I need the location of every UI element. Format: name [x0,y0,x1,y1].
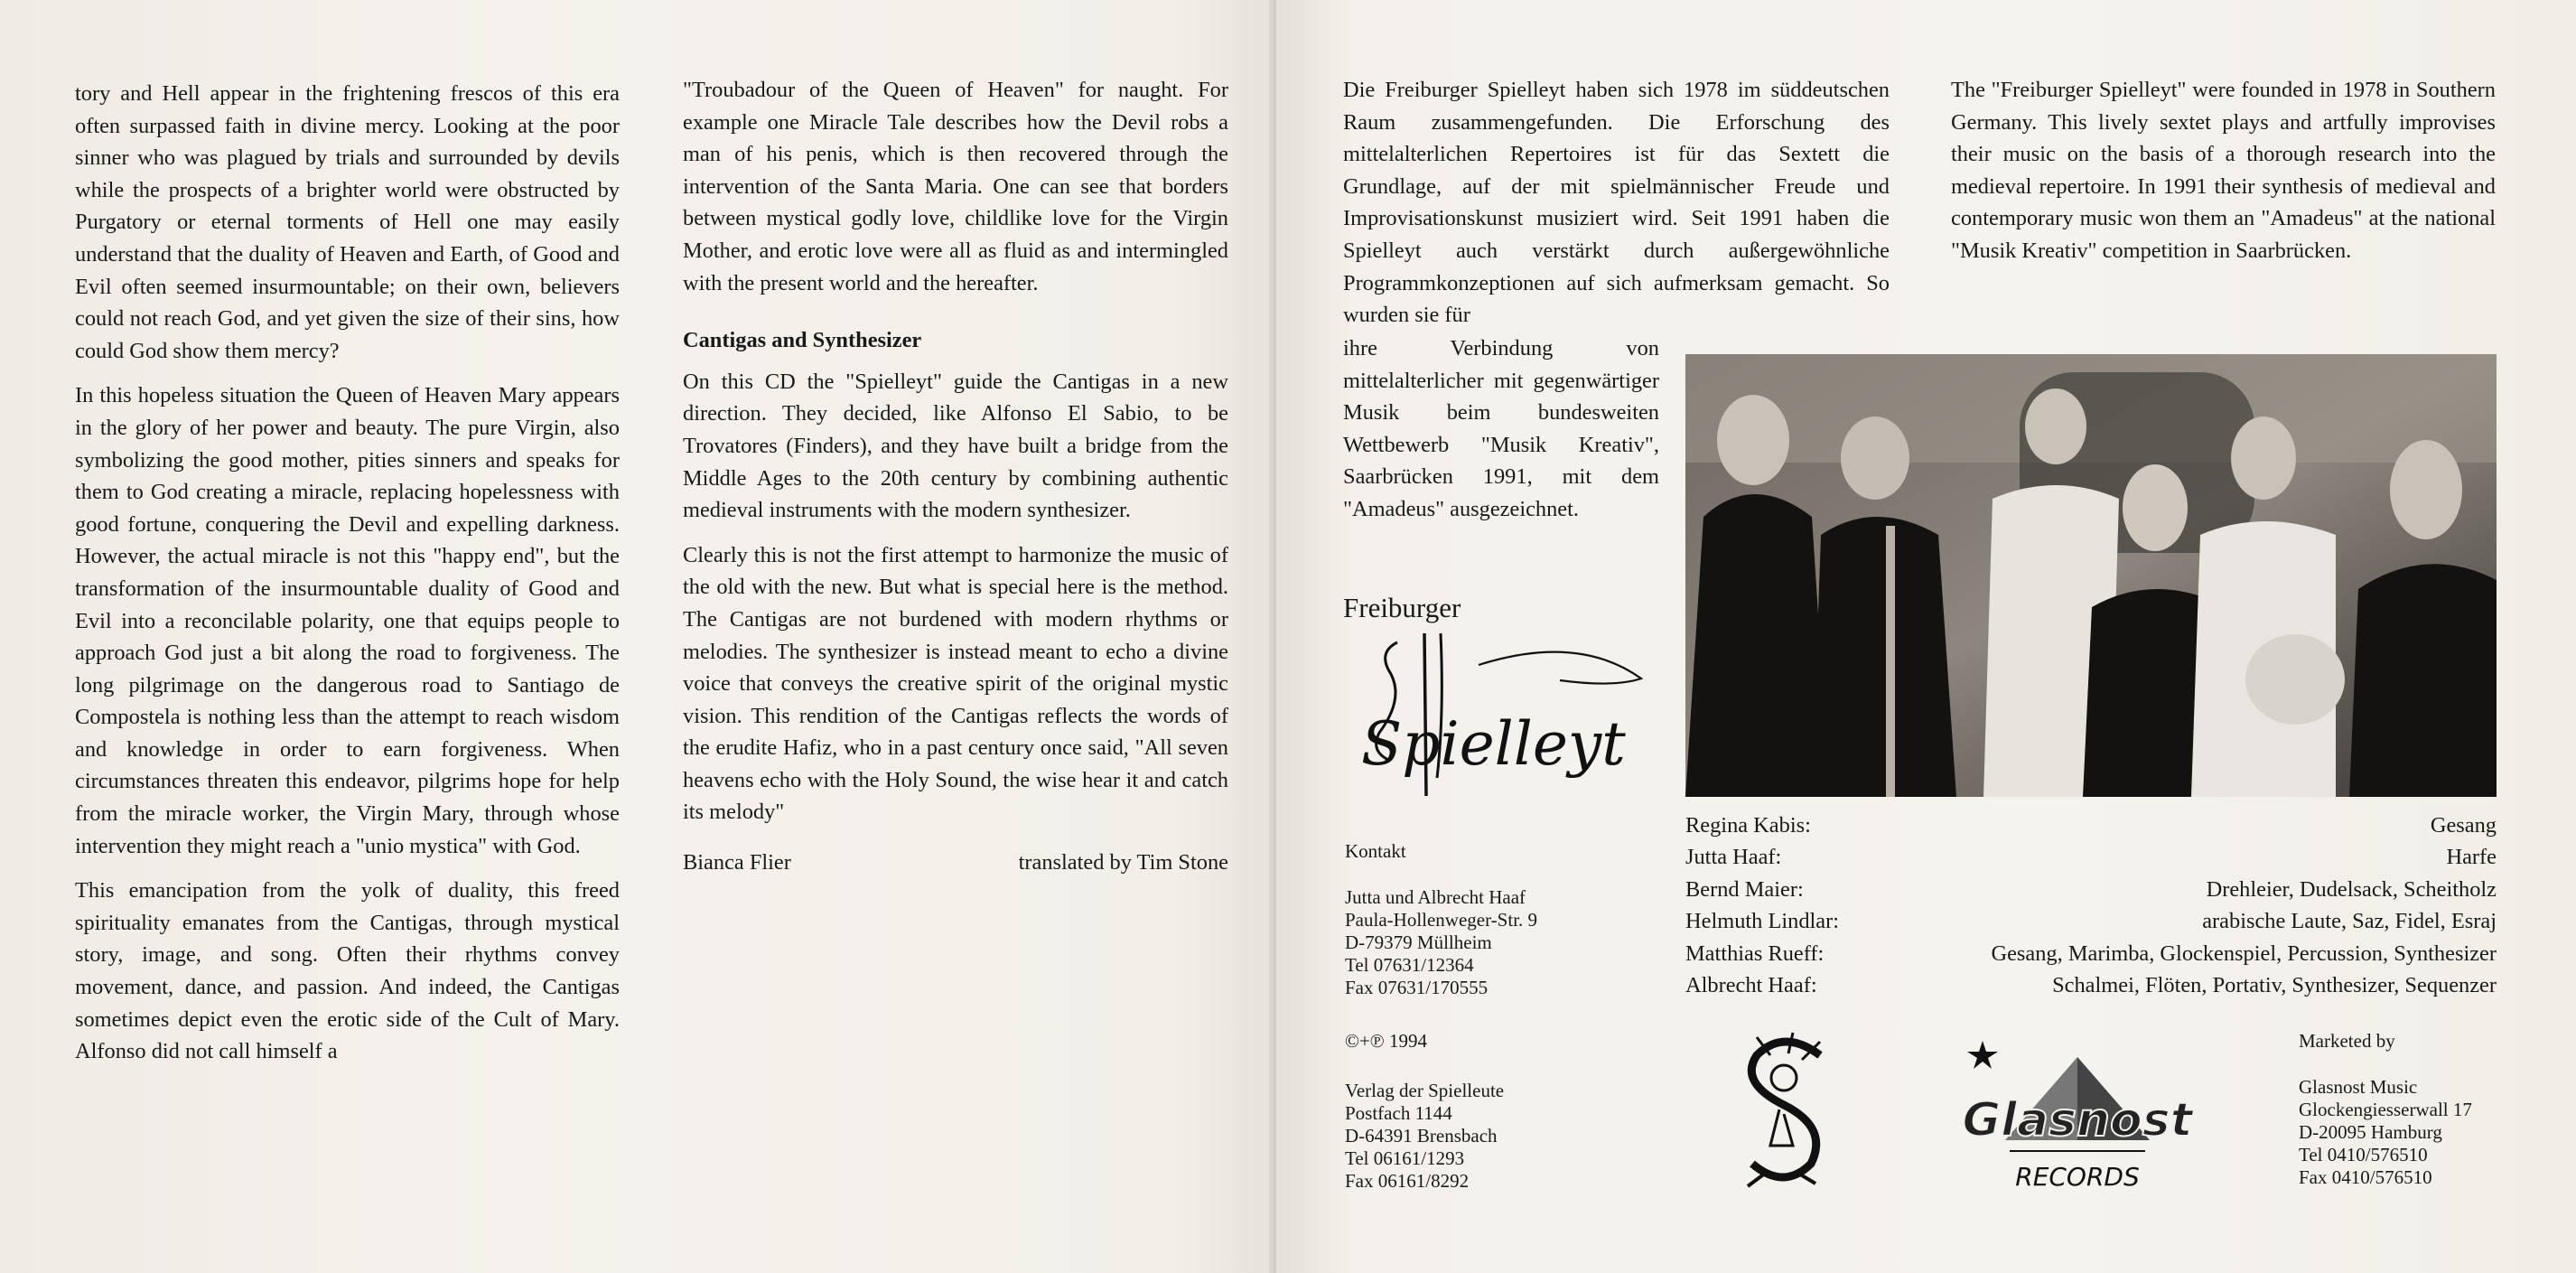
contact-line: Tel 07631/12364 [1345,954,1474,976]
publisher-block [1345,1080,1616,1193]
records-wordmark: RECORDS [2015,1162,2140,1192]
member-list [1685,810,2497,1001]
paragraph: On this CD the "Spielleyt" guide the Cantigas in a new direction. They decided, like Alfonso El Sabio, to be Trovatores (Finders), and they have built a bridge from the Middle Ages to the 20th century by combining authentic medieval instruments with the modern synthesizer. [683,369,1228,523]
member-name: Matthias Rueff: [1685,941,1825,966]
member-row [1685,905,2497,937]
band-photo-image [1685,354,2497,797]
contact-line: D-79379 Müllheim [1345,931,1492,953]
member-name: Albrecht Haaf: [1685,973,1817,998]
publisher-line: Postfach 1144 [1345,1102,1452,1124]
translator-credit: translated by Tim Stone [1018,850,1228,875]
distributor-line: Glockengiesserwall 17 [2299,1099,2472,1120]
paragraph: This emancipation from the yolk of duality, this freed spirituality emanates from the Cantigas, through mystical story, image, and song. Often their rhythms convey movement, dance, and passion. And indeed, the Cantigas sometimes depict even the erotic side of the Cult of Mary. Alfonso did not call himself a [75,878,620,1064]
member-row [1685,841,2497,873]
member-instruments: Drehleier, Dudelsack, Scheitholz [2206,876,2497,902]
german-text-top: Die Freiburger Spielleyt haben sich 1978 im süddeutschen Raum zusammengefunden. Die Erforschung des mittelalterlichen Repertoires ist für das Sextett die Grundlage, auf der mit spielmännischer Freude und Improvisationskunst musiziert wird. Seit 1991 haben die Spielleyt auch verstärkt durch außergewöhnliche Programmkonzeptionen auf sich aufmerksam gemacht. So wurden sie für [1343,78,1890,328]
paragraph: tory and Hell appear in the frightening frescos of this era often surpassed faith in divine mercy. Looking at the poor sinner who was plagued by trials and surrounded by devils while the prospects of a brighter world were obstructed by Purgatory or eternal torments of Hell one may easily understand that the duality of Heaven and Earth, of Good and Evil often seemed insurmountable; on their own, believers could not reach God, and yet given the size of their sins, how could God show them mercy? [75,81,620,363]
left-column-1 [75,78,620,1081]
member-instruments: arabische Laute, Saz, Fidel, Esraj [2202,909,2497,934]
spielleyt-script-logo [1343,624,1668,805]
publisher-line: Fax 06161/8292 [1345,1170,1470,1192]
paragraph: In this hopeless situation the Queen of Heaven Mary appears in the glory of her power and beauty. The pure Virgin, also symbolizing the good mother, pities sinners and speaks for them to God creating a miracle, replacing hopelessness with good fortune, conquering the Devil and expelling darkness. However, the actual miracle is not this "happy end", but the transformation of the insurmountable duality of Good and Evil into a reconcilable polarity, one that equips people to approach God just a bit along the road to forgiveness. The long pilgrimage on the dangerous road to Santiago de Compostela is nothing less than the attempt to reach wisdom and knowledge in order to earn forgiveness. When circumstances threaten this endeavor, pilgrims hope for help from the miracle worker, the Virgin Mary, through whose intervention they might reach a "unio mystica" with God. [75,383,620,858]
logo-script-text: Spielleyt [1361,709,1626,779]
german-text-bottom: ihre Verbindung von mittelalterlicher mit gegenwärtiger Musik beim bundesweiten Wettbewerb "Musik Kreativ", Saarbrücken 1991, mit dem "Amadeus" ausgezeichnet. [1343,336,1659,521]
member-row [1685,810,2497,841]
glasnost-records-logo [1960,1041,2195,1199]
distributor-line: Tel 0410/576510 [2299,1144,2428,1165]
member-instruments: Gesang, Marimba, Glockenspiel, Percussion, Synthesizer [1991,941,2497,966]
paragraph: "Troubadour of the Queen of Heaven" for naught. For example one Miracle Tale describes how the Devil robs a man of his penis, which is then recovered through the intervention of the Santa Maria. One can see that borders between mystical godly love, childlike love for the Virgin Mother, and erotic love were all as fluid as and intermingled with the present world and the hereafter. [683,78,1228,295]
spielleyt-logo [1343,592,1668,810]
member-instruments: Schalmei, Flöten, Portativ, Synthesizer, Sequenzer [2052,973,2497,998]
english-text: The "Freiburger Spielleyt" were founded in 1978 in Southern Germany. This lively sextet plays and artfully improvises their music on the basis of a thorough research into the medieval repertoire. In 1991 their synthesis of medieval and contemporary music won them an "Amadeus" at the national "Musik Kreativ" competition in Saarbrücken. [1951,78,2496,263]
contact-block [1345,840,1616,999]
paragraph: Clearly this is not the first attempt to harmonize the music of the old with the new. But what is special here is the method. The Cantigas are not burdened with modern rhythms or melodies. The synthesizer is instead meant to echo a divine voice that conveys the creative spirit of the original mystic vision. This rendition of the Cantigas reflects the words of the erudite Hafiz, who in a past century once said, "All seven heavens echo with the Holy Sound, the wise hear it and catch its melody" [683,542,1228,825]
member-instruments: Harfe [2446,845,2497,870]
member-row [1685,969,2497,1001]
member-name: Bernd Maier: [1685,876,1804,902]
contact-line: Jutta und Albrecht Haaf [1345,886,1526,908]
contact-line: Paula-Hollenweger-Str. 9 [1345,909,1538,931]
band-photo [1685,354,2497,797]
member-row [1685,938,2497,969]
logo-word-freiburger: Freiburger [1343,592,1461,623]
member-name: Jutta Haaf: [1685,845,1782,870]
contact-line: Fax 07631/170555 [1345,977,1489,998]
distributor-block [2299,1030,2570,1189]
author-name: Bianca Flier [683,850,791,875]
star-icon [1967,1041,1998,1069]
publisher-line: D-64391 Brensbach [1345,1125,1498,1147]
signature-line [683,847,1228,879]
publisher-line: Verlag der Spielleute [1345,1080,1505,1101]
left-column-2 [683,74,1228,879]
marketed-heading: Marketed by [2299,1030,2395,1052]
member-row [1685,874,2497,905]
member-name: Helmuth Lindlar: [1685,909,1840,934]
distributor-line: Glasnost Music [2299,1076,2418,1098]
glasnost-wordmark: Glasnost [1962,1093,2193,1147]
contact-heading: Kontakt [1345,840,1406,862]
member-instruments: Gesang [2430,813,2497,838]
member-name: Regina Kabis: [1685,813,1811,838]
copyright-notice: ©+℗ 1994 [1345,1030,1428,1052]
jester-s-logo-icon [1730,1028,1847,1195]
distributor-line: D-20095 Hamburg [2299,1121,2442,1143]
publisher-line: Tel 06161/1293 [1345,1147,1465,1169]
left-page [0,0,1276,1273]
section-heading: Cantigas and Synthesizer [683,328,922,353]
distributor-line: Fax 0410/576510 [2299,1166,2432,1188]
